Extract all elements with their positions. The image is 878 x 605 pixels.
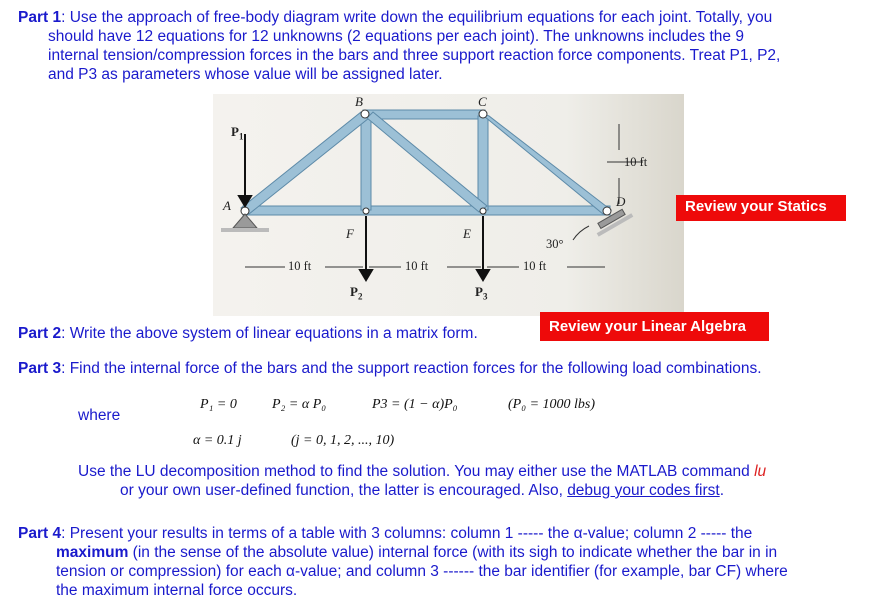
pin-B — [361, 110, 369, 118]
joint-label-F: F — [346, 226, 354, 241]
part4-label: Part 4 — [18, 525, 62, 542]
bar-BC — [363, 110, 485, 119]
joint-label-E: E — [463, 226, 471, 241]
equation-j-range: (j = 0, 1, 2, ..., 10) — [291, 433, 395, 448]
lu-line2: or your own user-defined function, the latter is encouraged. Also, debug your codes first. — [120, 482, 725, 499]
truss-diagram — [213, 94, 684, 316]
debug-link: debug your codes first — [567, 482, 720, 499]
part1-label: Part 1 — [18, 9, 62, 26]
dim-label-2: 10 ft — [405, 259, 429, 273]
equation-p0: (P₀ = 1000 lbs) — [508, 397, 596, 412]
bar-CE — [478, 116, 488, 210]
joint-label-C: C — [478, 94, 487, 109]
bar-FE — [367, 206, 485, 215]
load-label-P2: $P_2$ — [350, 284, 363, 302]
review-statics-button[interactable]: Review your Statics — [676, 195, 846, 221]
equation-p1: P₁ = 0 — [200, 397, 237, 412]
part4-line2: maximum (in the sense of the absolute value) internal force (with its sigh to indicate whether the bar in in — [56, 544, 778, 561]
part4-line1: Part 4: Present your results in terms of a table with 3 columns: column 1 ----- the α-value; column 2 ----- the — [18, 525, 753, 542]
bar-AF — [243, 206, 367, 215]
equation-alpha: α = 0.1 j — [193, 433, 242, 448]
dim-label-3: 10 ft — [523, 259, 547, 273]
support-A — [233, 214, 257, 228]
joint-label-A: A — [223, 198, 231, 213]
dim-label-height: 10 ft — [624, 155, 648, 169]
bar-BF — [361, 116, 371, 210]
ground-A — [221, 228, 269, 232]
part3-line: Part 3: Find the internal force of the bars and the support reaction forces for the following load combinations. — [18, 360, 762, 377]
load-label-P3: $P_3$ — [475, 284, 488, 302]
bar-BE — [367, 112, 487, 212]
part1-line1: Part 1: Use the approach of free-body diagram write down the equilibrium equations for each joint. Totally, you — [18, 9, 773, 26]
angle-arc — [573, 226, 589, 240]
bar-ED — [485, 206, 610, 215]
part4-line3: tension or compression) for each α-value; and column 3 ------ the bar identifier (for example, bar CF) where — [56, 563, 788, 580]
part1-line4: and P3 as parameters whose value will be assigned later. — [48, 66, 443, 83]
load-label-P1: $P_1$ — [231, 124, 244, 142]
equation-p3: P3 = (1 − α)P₀ — [372, 397, 458, 412]
dim-label-1: 10 ft — [288, 259, 312, 273]
part1-line3: internal tension/compression forces in the bars and three support reaction force components. Treat P1, P2, — [48, 47, 781, 64]
pin-F — [363, 208, 369, 214]
bar-CD — [479, 112, 611, 214]
bar-AB — [241, 112, 369, 214]
part2-line: Part 2: Write the above system of linear equations in a matrix form. — [18, 325, 478, 342]
pin-E — [480, 208, 486, 214]
pin-D — [603, 207, 611, 215]
equation-p2: P₂ = α P₀ — [272, 397, 327, 412]
part3-label: Part 3 — [18, 360, 62, 377]
joint-label-B: B — [355, 94, 363, 109]
part2-label: Part 2 — [18, 325, 62, 342]
lu-line1: Use the LU decomposition method to find the solution. You may either use the MATLAB command lu — [78, 463, 767, 480]
joint-label-D: D — [616, 194, 626, 209]
truss-figure — [213, 94, 684, 316]
lu-command: lu — [754, 463, 767, 480]
part1-line2: should have 12 equations for 12 unknowns (2 equations per each joint). The unknowns includes the 9 — [48, 28, 744, 45]
part4-line4: the maximum internal force occurs. — [56, 582, 298, 599]
review-linear-algebra-button[interactable]: Review your Linear Algebra — [540, 312, 769, 341]
angle-label: 30° — [546, 237, 564, 251]
where-label: where — [78, 407, 121, 424]
pin-C — [479, 110, 487, 118]
